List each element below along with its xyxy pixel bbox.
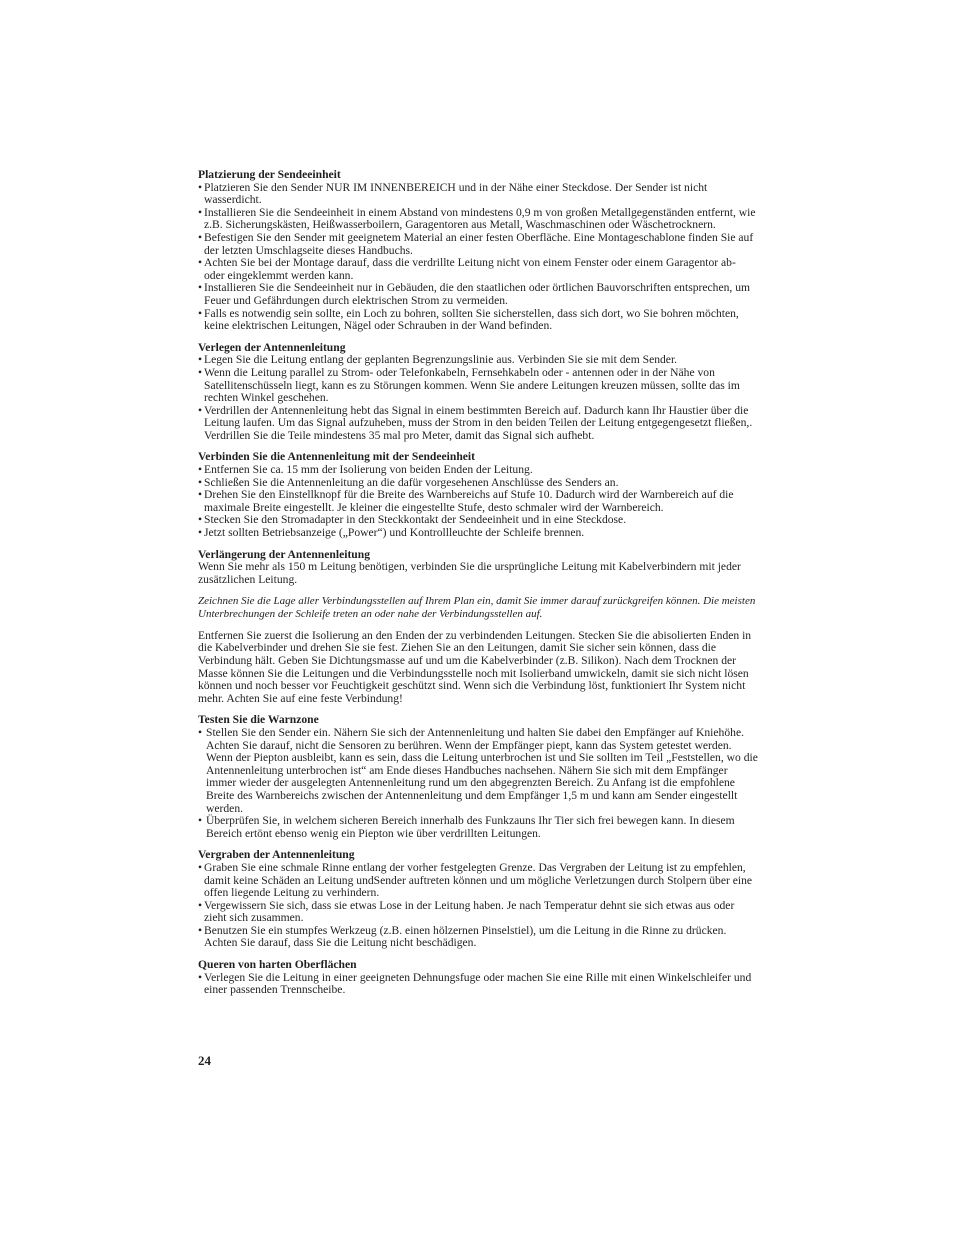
bullet-list (198, 727, 758, 840)
list-item: • Vergewissern Sie sich, dass sie etwas Lose in der Leitung haben. Je nach Temperatur dehnt sie sich etwas aus oder zieht sich zusammen. (198, 900, 758, 925)
section-heading: Verlegen der Antennenleitung (198, 340, 346, 354)
section-heading: Queren von harten Oberflächen (198, 958, 357, 972)
section-heading: Verlängerung der Antennenleitung (198, 547, 370, 561)
italic-note: Zeichnen Sie die Lage aller Verbindungsstellen auf Ihrem Plan ein, damit Sie immer darauf zurückgreifen können. Die meisten Unterbrechungen der Schleife treten an oder nahe der Verbindungsstellen auf. (198, 595, 756, 620)
document-body (198, 169, 758, 1006)
section-testen (198, 714, 758, 840)
list-item: • Legen Sie die Leitung entlang der geplanten Begrenzungslinie aus. Verbinden Sie sie mit dem Sender. (198, 354, 758, 367)
list-item: • Stellen Sie den Sender ein. Nähern Sie sich der Antennenleitung und halten Sie dabei den Empfänger auf Kniehöhe. Achten Sie darauf, nicht die Sensoren zu berühren. Wenn der Empfänger piept, kann das System getestet werden. Wenn der Piepton ausbleibt, kann es sein, dass die Leitung unterbrochen ist und Sie sollten im Teil „Feststellen, wo die Antennenleitung unterbrochen ist“ am Ende dieses Handbuches nachsehen. Nähern Sie sich mit dem Empfänger immer wieder der ausgelegten Antennenleitung rund um den abgegrenzten Bereich. Zu Anfang ist die empfohlene Breite des Warnbereichs zwischen der Antennenleitung und dem Empfänger 1,5 m und kann am Sender eingestellt werden. (198, 727, 758, 815)
list-item: • Verlegen Sie die Leitung in einer geeigneten Dehnungsfuge oder machen Sie eine Rille mit einen Winkelschleifer und einer passenden Trennscheibe. (198, 972, 758, 997)
list-item: • Wenn die Leitung parallel zu Strom- oder Telefonkabeln, Fernsehkabeln oder - antennen oder in der Nähe von Satellitenschüsseln liegt, kann es zu Störungen kommen. Wenn Sie andere Leitungen kreuzen müssen, sollte das im rechten Winkel geschehen. (198, 367, 758, 405)
list-item: • Falls es notwendig sein sollte, ein Loch zu bohren, sollten Sie sicherstellen, dass sich dort, wo Sie bohren möchten, keine elektrischen Leitungen, Nägel oder Schrauben in der Wand befinden. (198, 308, 758, 333)
bullet-list (198, 972, 758, 997)
list-item: • Entfernen Sie ca. 15 mm der Isolierung von beiden Enden der Leitung. (198, 464, 758, 477)
section-verlegen (198, 342, 758, 443)
section-verbinden (198, 451, 758, 539)
section-verlaengerung (198, 549, 758, 706)
section-heading: Platzierung der Sendeeinheit (198, 168, 341, 181)
list-item: • Installieren Sie die Sendeeinheit nur in Gebäuden, die den staatlichen oder örtlichen Bauvorschriften entsprechen, um Feuer und Gefährdungen durch elektrischen Strom zu vermeiden. (198, 282, 758, 307)
section-heading: Verbinden Sie die Antennenleitung mit der Sendeeinheit (198, 450, 475, 464)
page-number: 24 (198, 1053, 211, 1068)
bullet-list (198, 182, 758, 333)
list-item: • Benutzen Sie ein stumpfes Werkzeug (z.B. einen hölzernen Pinselstiel), um die Leitung in die Rinne zu drücken. Achten Sie darauf, dass Sie die Leitung nicht beschädigen. (198, 925, 758, 950)
list-item: • Stecken Sie den Stromadapter in den Steckkontakt der Sendeeinheit und in eine Steckdose. (198, 514, 758, 527)
list-item: • Jetzt sollten Betriebsanzeige („Power“) und Kontrollleuchte der Schleife brennen. (198, 527, 758, 540)
list-item: • Achten Sie bei der Montage darauf, dass die verdrillte Leitung nicht von einem Fenster oder einem Garagentor ab- oder eingeklemmt werden kann. (198, 257, 758, 282)
intro-paragraph: Wenn Sie mehr als 150 m Leitung benötigen, verbinden Sie die ursprüngliche Leitung mit Kabelverbindern mit jeder zusätzlichen Leitung. (198, 560, 741, 586)
list-item: • Überprüfen Sie, in welchem sicheren Bereich innerhalb des Funkzauns Ihr Tier sich frei bewegen kann. In diesem Bereich ertönt ebenso wenig ein Piepton wie über verdrillten Leitungen. (198, 815, 758, 840)
list-item: • Platzieren Sie den Sender NUR IM INNENBEREICH und in der Nähe einer Steckdose. Der Sender ist nicht wasserdicht. (198, 182, 758, 207)
list-item: • Graben Sie eine schmale Rinne entlang der vorher festgelegten Grenze. Das Vergraben der Leitung ist zu empfehlen, damit keine Schäden an Leitung undSender auftreten können und um mögliche Verletzungen durch Stolpern über eine offen liegende Leitung zu verhindern. (198, 862, 758, 900)
bullet-list (198, 862, 758, 950)
body-paragraph: Entfernen Sie zuerst die Isolierung an den Enden der zu verbindenden Leitungen. Stecken Sie die abisolierten Enden in die Kabelverbinder und drehen Sie sie fest. Ziehen Sie an den Leitungen, damit Sie sicher sein können, dass die Verbindung hält. Geben Sie Dichtungsmasse auf und um die Kabelverbinder (z.B. Silikon). Nach dem Trocknen der Masse können Sie die Leitungen und die Verbindungsstelle noch mit Isolierband umwickeln, damit sie sich nicht lösen können und noch besser vor Feuchtigkeit geschützt sind. Wenn sich die Verbindung löst, funktioniert Ihr System nicht mehr. Achten Sie auf eine feste Verbindung! (198, 628, 752, 705)
section-platzierung (198, 169, 758, 333)
section-heading: Testen Sie die Warnzone (198, 713, 319, 727)
list-item: • Drehen Sie den Einstellknopf für die Breite des Warnbereichs auf Stufe 10. Dadurch wird der Warnbereich auf die maximale Breite eingestellt. Je kleiner die eingestellte Stufe, desto schmaler wird der Warnbereich. (198, 489, 758, 514)
list-item: • Verdrillen der Antennenleitung hebt das Signal in einem bestimmten Bereich auf. Dadurch kann Ihr Haustier über die Leitung laufen. Um das Signal aufzuheben, muss der Strom in den beiden Teilen der Leitung entgegengesetzt fließen,. Verdrillen Sie die Teile mindestens 35 mal pro Meter, damit das Signal sich aufhebt. (198, 405, 758, 443)
section-queren (198, 959, 758, 997)
list-item: • Befestigen Sie den Sender mit geeignetem Material an einer festen Oberfläche. Eine Montageschablone finden Sie auf der letzten Umschlagseite dieses Handbuchs. (198, 232, 758, 257)
section-heading: Vergraben der Antennenleitung (198, 848, 355, 862)
list-item: • Installieren Sie die Sendeeinheit in einem Abstand von mindestens 0,9 m von großen Metallgegenständen entfernt, wie z.B. Sicherungskästen, Heißwasserboilern, Garagentoren aus Metall, Waschmaschinen oder Wäschetrocknern. (198, 207, 758, 232)
list-item: • Schließen Sie die Antennenleitung an die dafür vorgesehenen Anschlüsse des Senders an. (198, 477, 758, 490)
bullet-list (198, 354, 758, 442)
bullet-list (198, 464, 758, 540)
section-vergraben (198, 849, 758, 950)
